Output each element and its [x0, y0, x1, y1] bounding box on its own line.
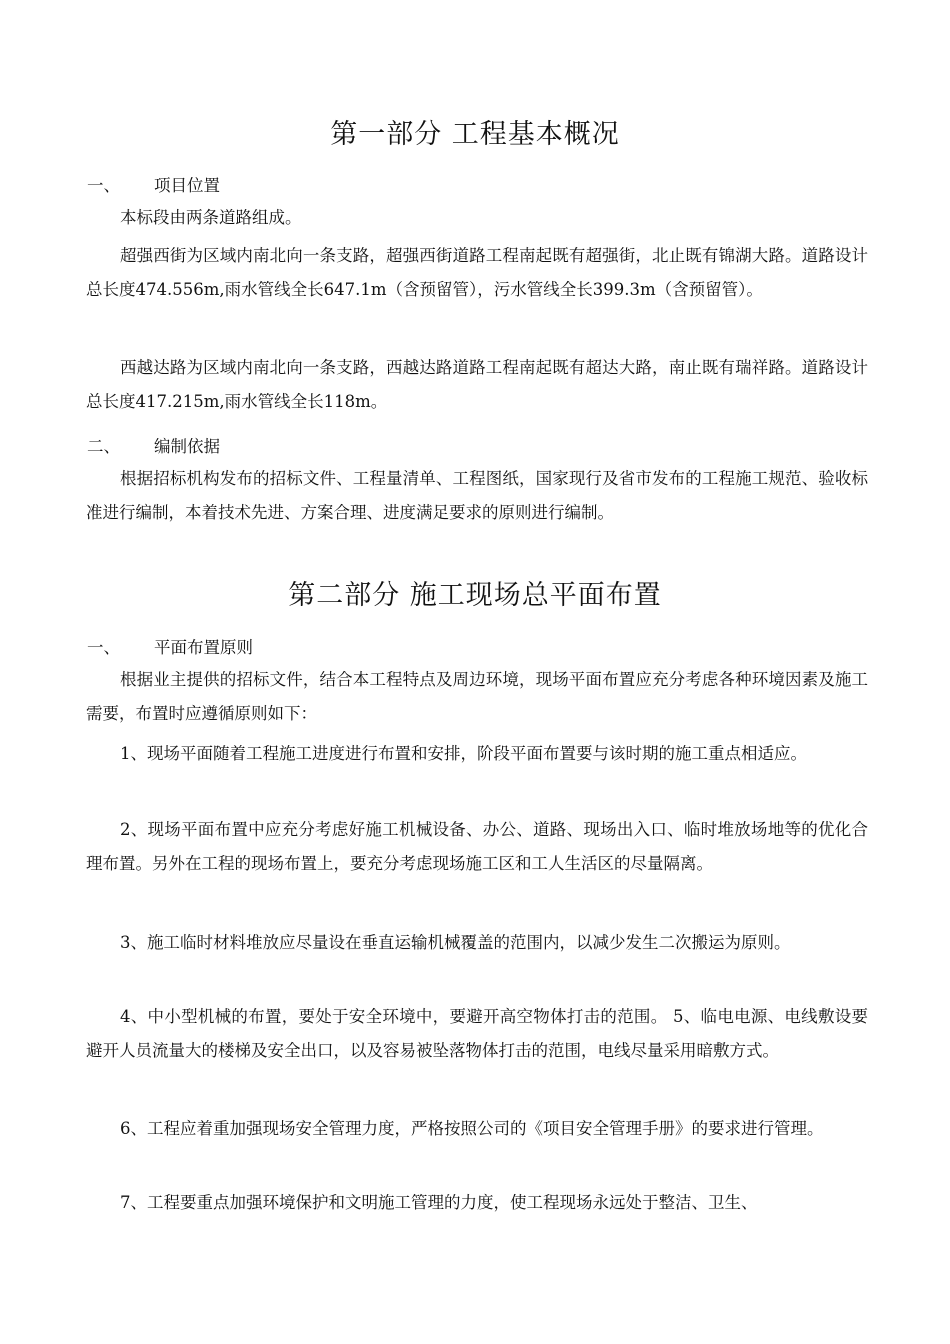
- paragraph: 3、施工临时材料堆放应尽量设在垂直运输机械覆盖的范围内，以减少发生二次搬运为原则。: [120, 933, 791, 952]
- section-number: 一、: [87, 176, 120, 195]
- part1-section1-heading: [87, 172, 220, 196]
- paragraph: 6、工程应着重加强现场安全管理力度，严格按照公司的《项目安全管理手册》的要求进行管理。: [120, 1119, 824, 1138]
- paragraph: 4、中小型机械的布置，要处于安全环境中，要避开高空物体打击的范围。 5、临电电源、电线敷设要避开人员流量大的楼梯及安全出口，以及容易被坠落物体打击的范围，电线尽量采用暗敷方式。: [86, 1007, 868, 1060]
- paragraph: 超强西街为区域内南北向一条支路，超强西街道路工程南起既有超强街，北止既有锦湖大路。道路设计总长度474.556m,雨水管线全长647.1m（含预留管），污水管线全长399.3m（含预留管）。: [86, 246, 868, 299]
- paragraph: 1、现场平面随着工程施工进度进行布置和安排，阶段平面布置要与该时期的施工重点相适应。: [120, 744, 807, 763]
- paragraph: 本标段由两条道路组成。: [120, 208, 302, 227]
- paragraph: 根据招标机构发布的招标文件、工程量清单、工程图纸，国家现行及省市发布的工程施工规范、验收标准进行编制，本着技术先进、方案合理、进度满足要求的原则进行编制。: [86, 469, 868, 522]
- section-title: 编制依据: [154, 437, 220, 456]
- part1-section2-heading: [87, 433, 220, 457]
- part2-section1-heading: [87, 634, 253, 658]
- section-number: 一、: [87, 638, 120, 657]
- part2-title: 第二部分 施工现场总平面布置: [288, 580, 662, 611]
- paragraph: 根据业主提供的招标文件，结合本工程特点及周边环境，现场平面布置应充分考虑各种环境因素及施工需要，布置时应遵循原则如下：: [86, 670, 868, 723]
- section-title: 平面布置原则: [154, 638, 253, 657]
- paragraph: 2、现场平面布置中应充分考虑好施工机械设备、办公、道路、现场出入口、临时堆放场地等的优化合理布置。另外在工程的现场布置上，要充分考虑现场施工区和工人生活区的尽量隔离。: [86, 820, 868, 873]
- part1-title: 第一部分 工程基本概况: [330, 119, 620, 150]
- section-number: 二、: [87, 437, 120, 456]
- section-title: 项目位置: [154, 176, 220, 195]
- paragraph: 西越达路为区域内南北向一条支路，西越达路道路工程南起既有超达大路，南止既有瑞祥路。道路设计总长度417.215m,雨水管线全长118m。: [86, 358, 868, 411]
- paragraph: 7、工程要重点加强环境保护和文明施工管理的力度，使工程现场永远处于整洁、卫生、: [120, 1193, 758, 1212]
